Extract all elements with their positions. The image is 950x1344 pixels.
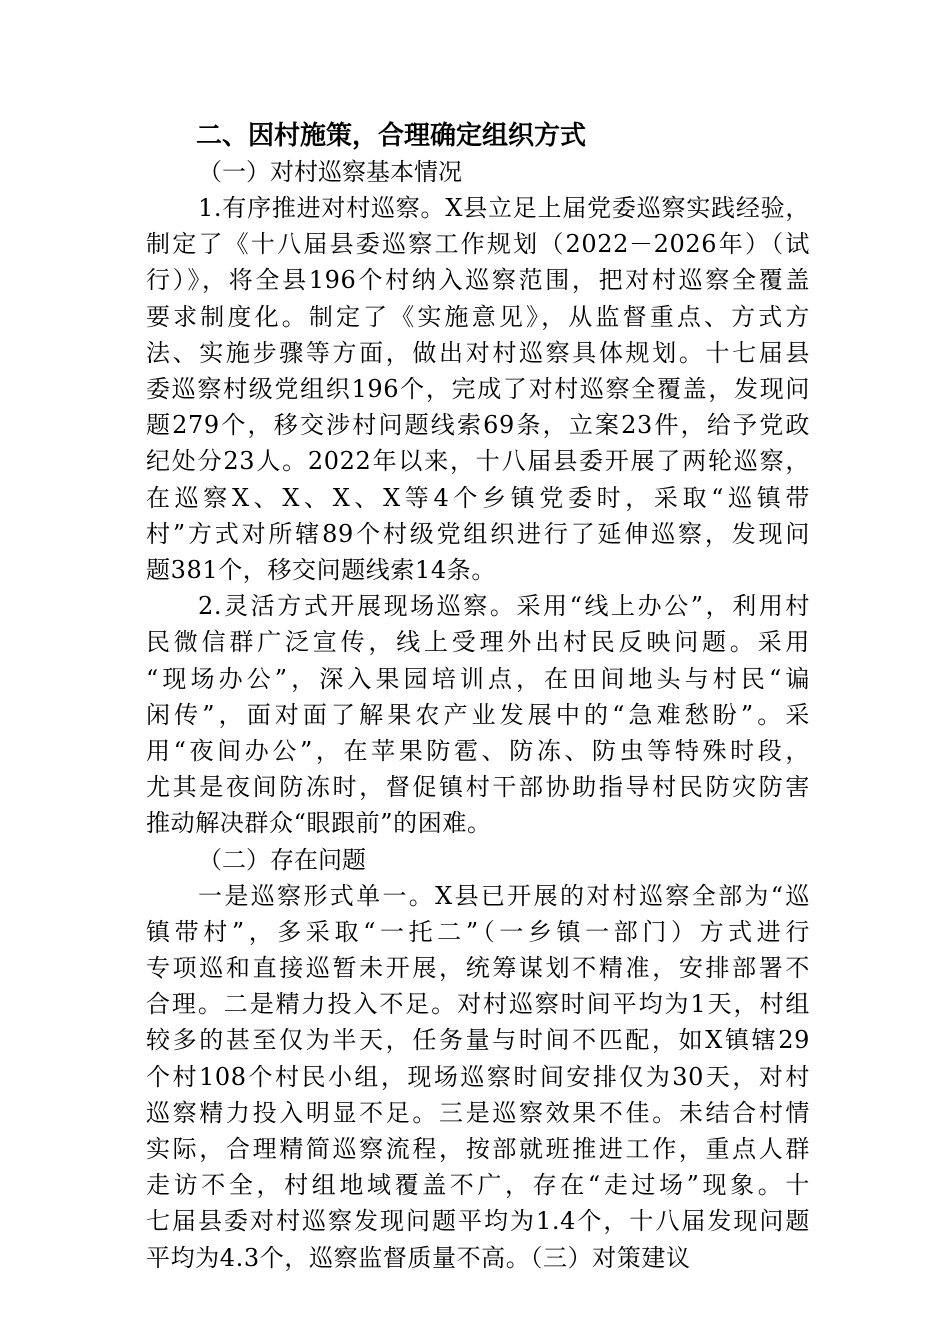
text-line: 要求制度化。制定了《实施意见》，从监督重点、方式方 (146, 302, 810, 331)
text-line: 1.有序推进对村巡察。X县立足上届党委巡察实践经验， (198, 194, 810, 222)
text-line: 在巡察X、X、X、X等4个乡镇党委时，采取“巡镇带 (146, 483, 810, 512)
text-line: 行）》，将全县196个村纳入巡察范围，把对村巡察全覆盖 (146, 266, 810, 295)
text-line: “现场办公”，深入果园培训点，在田间地头与村民“谝 (146, 664, 810, 693)
text-line: 七届县委对村巡察发现问题平均为1.4个，十八届发现问题 (146, 1207, 810, 1236)
text-line: 题279个，移交涉村问题线索69条，立案23件，给予党政 (146, 411, 810, 440)
text-line: 较多的甚至仅为半天，任务量与时间不匹配，如X镇辖29 (146, 1026, 810, 1055)
text-line: 2.灵活方式开展现场巡察。采用“线上办公”，利用村 (198, 592, 810, 621)
text-line: 村”方式对所辖89个村级党组织进行了延伸巡察，发现问 (146, 519, 810, 548)
paragraph-orderly-inspection (146, 190, 810, 588)
paragraph-problems (146, 878, 810, 1276)
text-line: 个村108个村民小组，现场巡察时间安排仅为30天，对村 (146, 1062, 810, 1091)
text-line: 巡察精力投入明显不足。三是巡察效果不佳。未结合村情 (146, 1098, 810, 1127)
text-line: 平均为4.3个，巡察监督质量不高。（三）对策建议 (146, 1243, 691, 1272)
text-line: 实际，合理精简巡察流程，按部就班推进工作，重点人群 (146, 1135, 810, 1164)
text-line: 民微信群广泛宣传，线上受理外出村民反映问题。采用 (146, 628, 810, 657)
text-line: 委巡察村级党组织196个，完成了对村巡察全覆盖，发现问 (146, 375, 810, 404)
text-line: 闲传”，面对面了解果农产业发展中的“急难愁盼”。采 (146, 700, 810, 729)
text-line: 一是巡察形式单一。X县已开展的对村巡察全部为“巡 (198, 881, 810, 910)
text-line: 纪处分23人。2022年以来，十八届县委开展了两轮巡察， (146, 447, 810, 476)
paragraph-flexible-inspection (146, 588, 810, 841)
text-line: 制定了《十八届县委巡察工作规划（2022－2026年）（试 (146, 230, 810, 259)
text-line: 法、实施步骤等方面，做出对村巡察具体规划。十七届县 (146, 338, 810, 367)
text-line: 专项巡和直接巡暂未开展，统筹谋划不精准，安排部署不 (146, 954, 810, 983)
text-line: 走访不全，村组地域覆盖不广，存在“走过场”现象。十 (146, 1171, 810, 1200)
text-line: 合理。二是精力投入不足。对村巡察时间平均为1天，村组 (146, 990, 810, 1019)
section-title: 二、因村施策，合理确定组织方式 (196, 121, 587, 151)
subsection-title-existing-problems: （二）存在问题 (198, 845, 366, 874)
text-line: 推动解决群众“眼跟前”的困难。 (146, 809, 492, 838)
subsection-title-basic-situation: （一）对村巡察基本情况 (198, 158, 462, 186)
text-line: 尤其是夜间防冻时，督促镇村干部协助指导村民防灾防害 (146, 773, 810, 802)
text-line: 用“夜间办公”，在苹果防雹、防冻、防虫等特殊时段， (146, 737, 810, 766)
text-line: 镇带村”，多采取“一托二”（一乡镇一部门）方式进行 (146, 917, 810, 946)
document-body (146, 118, 810, 1276)
text-line: 题381个，移交问题线索14条。 (146, 556, 496, 585)
